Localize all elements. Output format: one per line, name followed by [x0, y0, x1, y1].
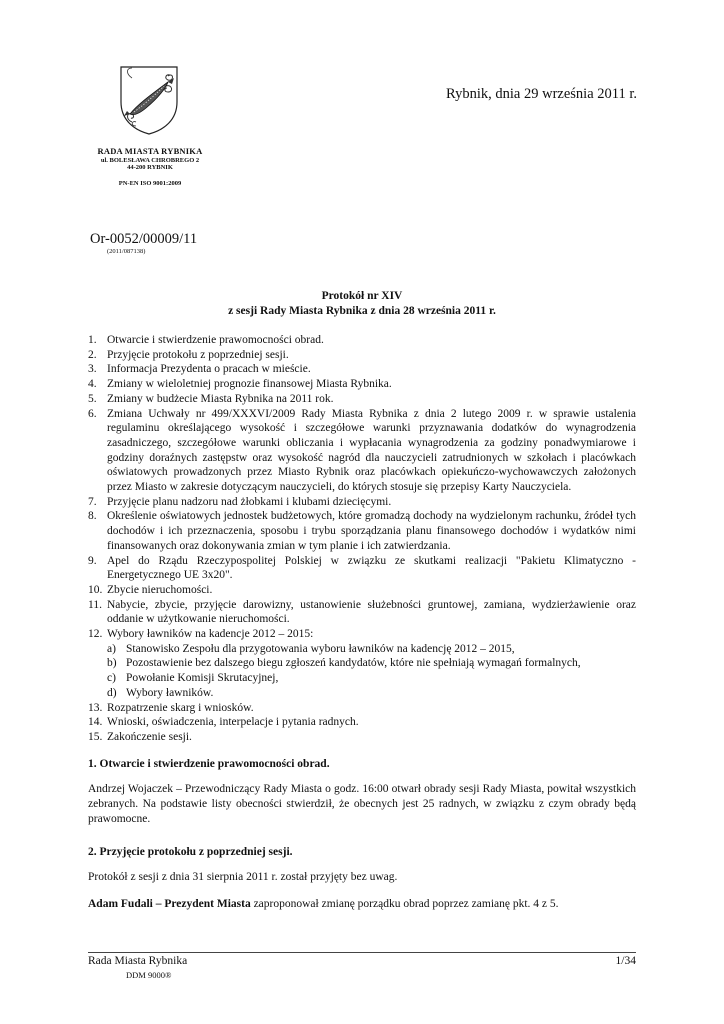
- footer-org: Rada Miasta Rybnika: [88, 955, 188, 967]
- agenda-item: 13. Rozpatrzenie skarg i wniosków.: [88, 701, 254, 714]
- agenda-item: 3. Informacja Prezydenta o pracach w mieście.: [88, 363, 311, 376]
- section1-heading: 1. Otwarcie i stwierdzenie prawomocności obrad.: [88, 758, 330, 770]
- agenda-subitem: b) Pozostawienie bez dalszego biegu zgłoszeń kandydatów, które nie spełniają wymagań formalnych,: [107, 657, 581, 670]
- page-number: 1/34: [615, 955, 636, 967]
- org-iso: PN-EN ISO 9001:2009: [118, 179, 182, 187]
- agenda-item: 12. Wybory ławników na kadencje 2012 – 2015:: [88, 628, 314, 641]
- protocol-title: Protokół nr XIV: [321, 290, 403, 302]
- organization-block: [60, 147, 240, 187]
- agenda-item: 7. Przyjęcie planu nadzoru nad żłobkami i klubami dziecięcymi.: [88, 495, 392, 508]
- agenda-item: 4. Zmiany w wieloletniej prognozie finansowej Miasta Rybnika.: [88, 378, 392, 391]
- agenda-item: 10. Zbycie nieruchomości.: [88, 583, 213, 596]
- org-name: RADA MIASTA RYBNIKA: [97, 146, 203, 156]
- agenda-item: 5. Zmiany w budżecie Miasta Rybnika na 2011 rok.: [88, 392, 334, 405]
- section2-heading: 2. Przyjęcie protokołu z poprzedniej sesji.: [88, 846, 293, 858]
- agenda-item: 6. Zmiana Uchwały nr 499/XXXVI/2009 Rady Miasta Rybnika z dnia 2 lutego 2009 r. w sprawie ustalenia regulaminu określającego wysokość i szczegółowe warunki przyznawania dodatków do wynagrodzenia zasadniczego, szczegółowe warunki obliczania i wypłacania wynagrodzenia za godziny ponadwymiarowe i godziny doraźnych zastępstw oraz wysokość nagród dla nauczycieli zatrudnionych w szkołach i placówkach oświatowych prowadzonych przez Miasto Rybnik oraz placówkach opiekuńczo-wychowawczych założonych przez Miasto w zakresie dotyczącym nauczycieli, do których stosuje się przepisy Karty Nauczyciela.: [88, 407, 636, 494]
- protocol-subtitle: z sesji Rady Miasta Rybnika z dnia 28 września 2011 r.: [228, 305, 496, 317]
- agenda-item: 1. Otwarcie i stwierdzenie prawomocności obrad.: [88, 334, 324, 346]
- section2-text: Protokół z sesji z dnia 31 sierpnia 2011 r. został przyjęty bez uwag.: [88, 871, 398, 883]
- agenda-item: 11. Nabycie, zbycie, przyjęcie darowizny, ustanowienie służebności gruntowej, zamiana, wydzierżawienie oraz oddanie w użytkowanie nieruchomości.: [88, 598, 636, 626]
- agenda-subitem: c) Powołanie Komisji Skrutacyjnej,: [107, 672, 279, 685]
- agenda-item: 9. Apel do Rządu Rzeczypospolitej Polskiej w związku ze skutkami realizacji "Pakietu Klimatyczno - Energetycznego UE 3x20".: [88, 554, 636, 582]
- agenda-subitem: d) Wybory ławników.: [107, 686, 214, 699]
- agenda-item: 8. Określenie oświatowych jednostek budżetowych, które gromadzą dochody na wydzielonym rachunku, źródeł tych dochodów i ich przeznaczenia, sposobu i trybu sporządzania planu finansowego dochodów i wydatków nimi finansowanych oraz dokonywania zmian w tym planie i ich zatwierdzania.: [88, 510, 636, 552]
- section1-text: Andrzej Wojaczek – Przewodniczący Rady Miasta o godz. 16:00 otwarł obrady sesji Rady Miasta, powitał wszystkich zebranych. Na podstawie listy obecności stwierdził, że obecnych jest 25 radnych, w związku z czym obrady będą prawomocne.: [88, 783, 636, 825]
- agenda-item: 2. Przyjęcie protokołu z poprzedniej sesji.: [88, 348, 289, 361]
- org-address-line1: ul. BOLESŁAWA CHROBREGO 2: [100, 156, 200, 164]
- org-address-line2: 44-200 RYBNIK: [127, 164, 173, 172]
- footer-ddm: DDM 9000®: [126, 970, 172, 980]
- speaker-text: zaproponował zmianę porządku obrad poprzez zamianę pkt. 4 z 5.: [250, 898, 559, 910]
- reference-number: Or-0052/00009/11: [90, 231, 198, 247]
- agenda-subitem: a) Stanowisko Zespołu dla przygotowania wyboru ławników na kadencję 2012 – 2015,: [107, 642, 515, 655]
- reference-subnumber: (2011/087138): [107, 248, 146, 255]
- agenda-list: [88, 333, 636, 745]
- document-date: Rybnik, dnia 29 września 2011 r.: [446, 86, 637, 102]
- footer-divider: [88, 952, 636, 953]
- rybnik-coat-of-arms-icon: [118, 64, 180, 136]
- agenda-item: 14. Wnioski, oświadczenia, interpelacje i pytania radnych.: [88, 716, 359, 729]
- section2-speaker-paragraph: [88, 897, 636, 912]
- agenda-item: 15. Zakończenie sesji.: [88, 730, 192, 743]
- speaker-name: Adam Fudali – Prezydent Miasta: [88, 898, 251, 910]
